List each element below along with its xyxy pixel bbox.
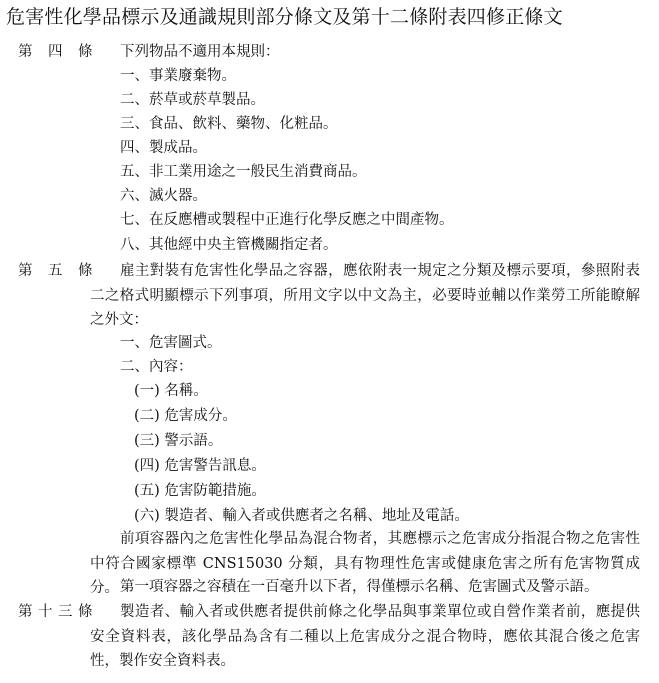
article-5-paragraph-3: 第一項容器之容積在一百毫升以下者，得僅標示名稱、危害圖式及警示語。	[120, 579, 599, 595]
article-4-item: 一、事業廢棄物。	[120, 68, 236, 84]
article-4-item: 五、非工業用途之一般民生消費商品。	[120, 164, 367, 180]
article-13-text: 製造者、輸入者或供應者提供前條之化學品與事業單位或自營作業者前，應提供安全資料表，該化學品為含有二種以上危害成分之混合物時，應依其混合後之危害性，製作安全資料表。	[90, 604, 640, 669]
article-5-item: 一、危害圖式。	[120, 335, 222, 351]
article-5-paragraph-2: 前項容器內之危害性化學品為混合物者，其應標示之危害成分指混合物之危害性中符合國家標準 CNS15030 分類，具有物理性危害或健康危害之所有危害物質成分。	[90, 531, 640, 596]
article-5-subitem: (二) 危害成分。	[134, 408, 237, 424]
article-5-subitem: (五) 危害防範措施。	[134, 483, 266, 499]
article-4-item: 四、製成品。	[120, 140, 207, 156]
article-5-subitem: (一) 名稱。	[134, 383, 208, 399]
article-4-item: 八、其他經中央主管機關指定者。	[120, 237, 338, 253]
article-5-subitem: (三) 警示語。	[134, 433, 223, 449]
article-13-label: 第 十 三 條	[18, 604, 93, 620]
article-4-item: 二、菸草或菸草製品。	[120, 92, 265, 108]
article-5-label: 第 五 條	[18, 263, 93, 279]
article-4-item: 三、食品、飲料、藥物、化粧品。	[120, 116, 338, 132]
article-4-item: 六、滅火器。	[120, 188, 207, 204]
article-5-intro: 雇主對裝有危害性化學品之容器，應依附表一規定之分類及標示要項，參照附表二之格式明顯標示下列事項，所用文字以中文為主，必要時並輔以作業勞工所能瞭解之外文：	[90, 263, 640, 328]
article-4-intro: 下列物品不適用本規則：	[120, 44, 280, 60]
article-5-subitem: (六) 製造者、輸入者或供應者之名稱、地址及電話。	[134, 508, 469, 524]
article-4-item: 七、在反應槽或製程中正進行化學反應之中間產物。	[120, 212, 454, 228]
document-title: 危害性化學品標示及通識規則部分條文及第十二條附表四修正條文	[6, 6, 563, 28]
article-5-item: 二、內容：	[120, 359, 193, 375]
article-4-label: 第 四 條	[18, 44, 93, 60]
article-5-subitem: (四) 危害警告訊息。	[134, 458, 266, 474]
